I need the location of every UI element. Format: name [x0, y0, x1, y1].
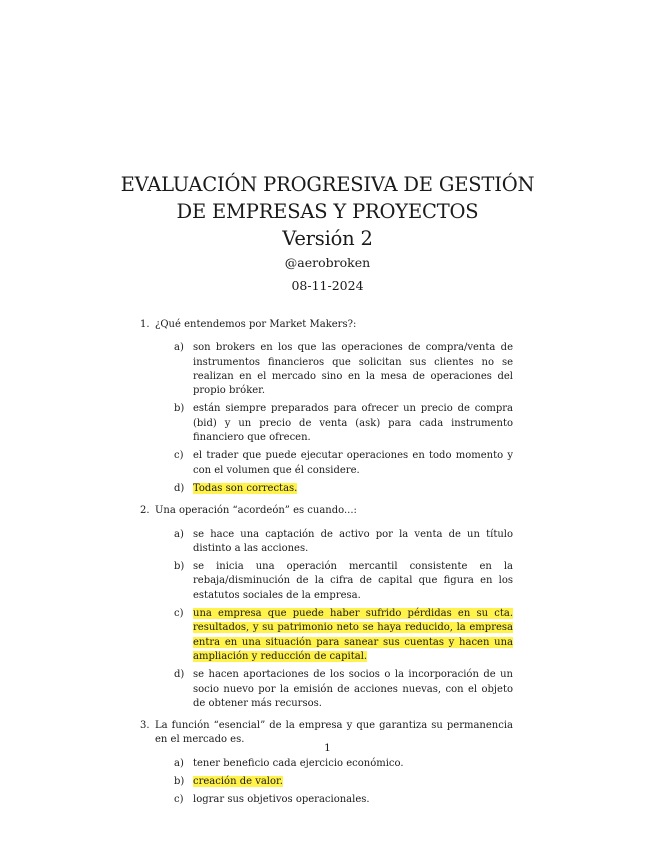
question-number: 3. — [140, 720, 150, 732]
answer-option — [174, 449, 513, 478]
answer-option — [174, 668, 513, 711]
answer-option — [174, 528, 513, 557]
answer-option — [174, 793, 513, 807]
answer-option — [174, 757, 513, 771]
answer-option — [174, 607, 513, 664]
option-label: d) — [174, 669, 185, 681]
option-list — [174, 528, 513, 712]
document-title — [100, 171, 555, 252]
option-text: lograr sus objetivos operacionales. — [193, 794, 370, 806]
option-label: a) — [174, 757, 184, 769]
option-text: son brokers en los que las operaciones de compra/venta de instrumentos financieros que solicitan sus clientes no se realizan en el mercado sino en la mesa de operaciones del propio bróker. — [193, 342, 513, 397]
option-label: c) — [174, 794, 184, 806]
question-text: Una operación “acordeón” es cuando...: — [155, 505, 357, 517]
option-label: b) — [174, 561, 185, 573]
option-text: se inicia una operación mercantil consistente en la rebaja/disminución de la cifra de capital que figura en los estatutos sociales de la empresa. — [193, 561, 513, 601]
highlighted-answer-text: creación de valor. — [193, 776, 283, 788]
answer-option — [174, 341, 513, 398]
question-number: 1. — [140, 319, 150, 330]
answer-option — [174, 775, 513, 789]
option-label: d) — [174, 482, 185, 494]
option-list — [174, 341, 513, 496]
option-label: a) — [174, 528, 184, 540]
title-version: Versión 2 — [282, 227, 373, 250]
question-item — [140, 504, 513, 711]
answer-option — [174, 402, 513, 445]
option-label: c) — [174, 450, 184, 462]
document-date: 08-11-2024 — [291, 278, 364, 293]
question-text: La función “esencial” de la empresa y que garantiza su permanencia en el mercado es. — [155, 720, 513, 746]
question-text: ¿Qué entendemos por Market Makers?: — [155, 319, 357, 330]
question-item — [140, 719, 513, 807]
answer-option — [174, 482, 513, 496]
option-label: c) — [174, 608, 184, 620]
question-list — [140, 318, 513, 816]
highlighted-answer-text: Todas son correctas. — [193, 482, 298, 494]
question-number: 2. — [140, 505, 150, 517]
option-text: están siempre preparados para ofrecer un precio de compra (bid) y un precio de venta (ask) para cada instrumento financiero que ofrecen. — [193, 403, 513, 444]
option-label: b) — [174, 403, 185, 415]
option-text: tener beneficio cada ejercicio económico. — [193, 757, 404, 769]
option-text: se hacen aportaciones de los socios o la incorporación de un socio nuevo por la emisión de acciones nuevas, con el objeto de obtener más recursos. — [193, 669, 513, 709]
title-line-2: DE EMPRESAS Y PROYECTOS — [176, 200, 479, 223]
option-label: b) — [174, 776, 185, 788]
option-text: el trader que puede ejecutar operaciones en todo momento y con el volumen que él considere. — [193, 450, 513, 476]
answer-option — [174, 560, 513, 603]
page-number: 1 — [324, 742, 331, 754]
document-author: @aerobroken — [284, 255, 371, 270]
highlighted-answer-text: una empresa que puede haber sufrido pérdidas en su cta. resultados, y su patrimonio neto se haya reducido, la empresa entra en una situación para sanear sus cuentas y hacen una ampliación y reducción de capital. — [193, 608, 513, 662]
title-line-1: EVALUACIÓN PROGRESIVA DE GESTIÓN — [120, 173, 535, 196]
option-label: a) — [174, 342, 184, 354]
question-item — [140, 318, 513, 496]
option-text: se hace una captación de activo por la venta de un título distinto a las acciones. — [193, 528, 513, 554]
option-list — [174, 757, 513, 808]
